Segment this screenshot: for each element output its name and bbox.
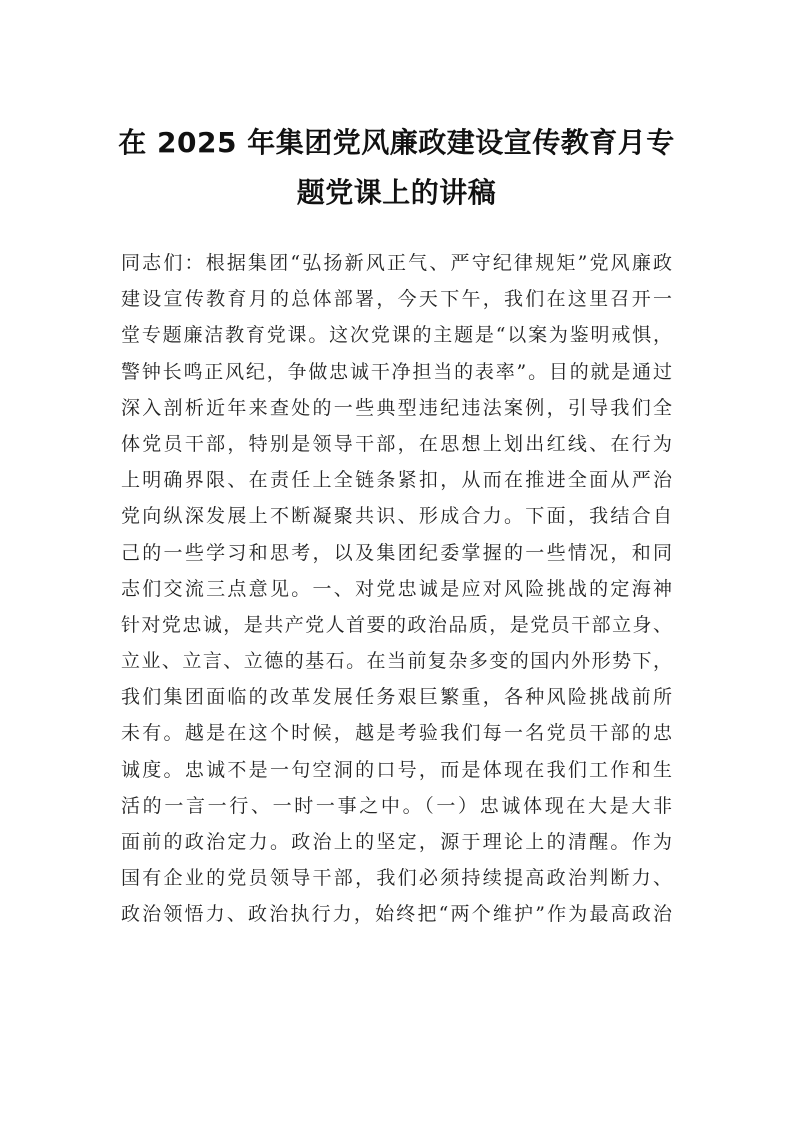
body-line: 立业、立言、立德的基石。在当前复杂多变的国内外形势下， <box>121 650 672 673</box>
body-line: 未有。越是在这个时候，越是考验我们每一名党员干部的忠 <box>121 722 672 745</box>
body-line: 活的一言一行、一时一事之中。（一）忠诚体现在大是大非 <box>121 794 672 817</box>
body-line: 诚度。忠诚不是一句空洞的口号，而是体现在我们工作和生 <box>121 758 672 781</box>
body-line: 针对党忠诚，是共产党人首要的政治品质，是党员干部立身、 <box>121 613 672 636</box>
body-line: 同志们：根据集团“弘扬新风正气、严守纪律规矩”党风廉政 <box>121 252 672 274</box>
document-body <box>121 245 672 933</box>
body-line: 建设宣传教育月的总体部署，今天下午，我们在这里召开一 <box>121 288 672 311</box>
body-line: 己的一些学习和思考，以及集团纪委掌握的一些情况，和同 <box>121 541 672 564</box>
body-line: 我们集团面临的改革发展任务艰巨繁重，各种风险挑战前所 <box>121 686 672 709</box>
body-line: 警钟长鸣正风纪，争做忠诚干净担当的表率”。目的就是通过 <box>121 360 672 383</box>
body-line: 党向纵深发展上不断凝聚共识、形成合力。下面，我结合自 <box>121 505 672 528</box>
body-line: 政治领悟力、政治执行力，始终把“两个维护”作为最高政治 <box>121 903 672 926</box>
body-line: 面前的政治定力。政治上的坚定，源于理论上的清醒。作为 <box>121 831 672 853</box>
body-line: 深入剖析近年来查处的一些典型违纪违法案例，引导我们全 <box>121 396 672 419</box>
body-line: 国有企业的党员领导干部，我们必须持续提高政治判断力、 <box>121 867 672 890</box>
body-line: 体党员干部，特别是领导干部，在思想上划出红线、在行为 <box>121 432 672 455</box>
body-line: 上明确界限、在责任上全链条紧扣，从而在推进全面从严治 <box>121 469 672 492</box>
document-title: 在 2025 年集团党风廉政建设宣传教育月专题党课上的讲稿 <box>118 126 675 209</box>
body-line: 志们交流三点意见。一、对党忠诚是应对风险挑战的定海神 <box>121 577 672 600</box>
body-line: 堂专题廉洁教育党课。这次党课的主题是“以案为鉴明戒惧， <box>121 324 672 347</box>
